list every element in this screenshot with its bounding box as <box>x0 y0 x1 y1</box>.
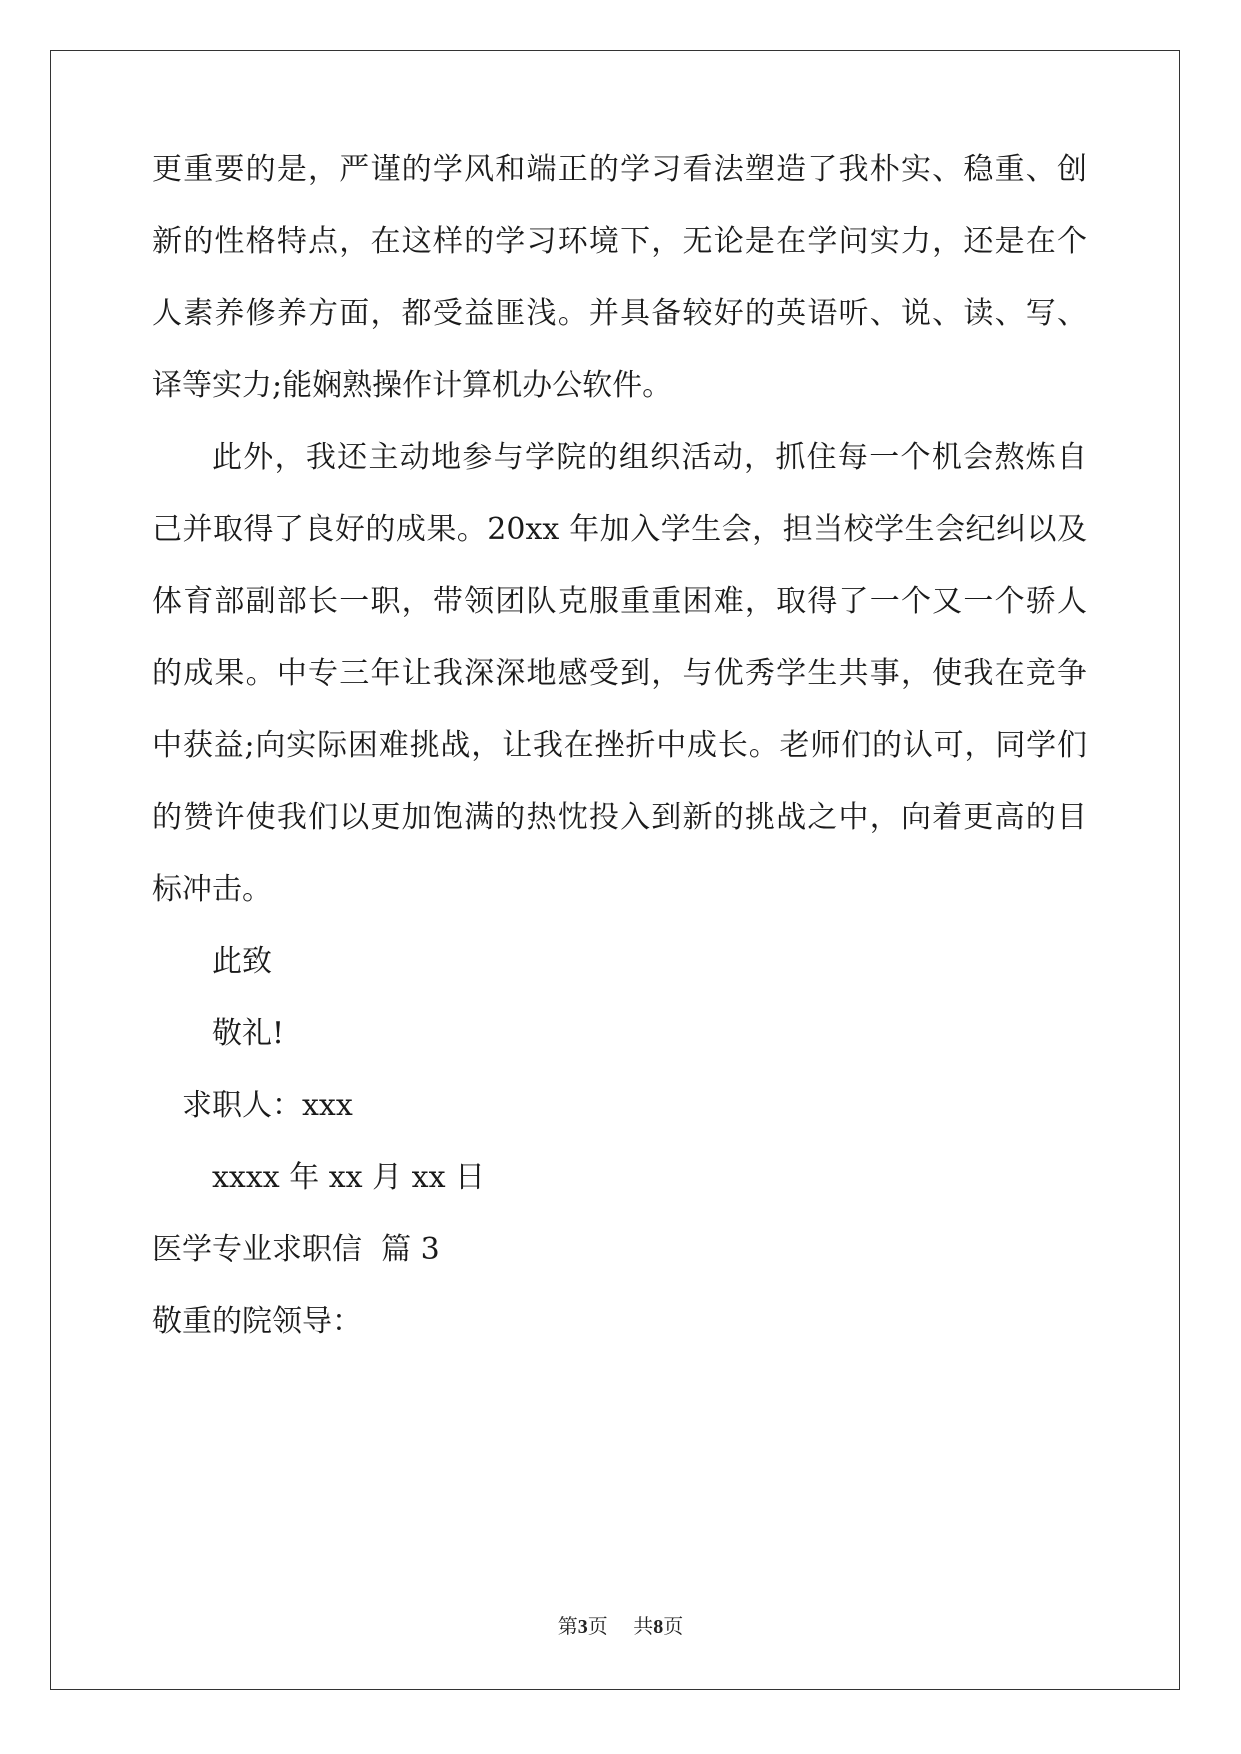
applicant-signature: 求职人：xxx <box>182 1088 353 1123</box>
section-title: 医学专业求职信 篇 3 <box>152 1232 440 1267</box>
paragraph2-line-3: 体育部副部长一职，带领团队克服重重困难，取得了一个又一个骄人 <box>152 584 1087 619</box>
footer-suffix: 页 <box>663 1614 684 1638</box>
paragraph2-line-1: 此外，我还主动地参与学院的组织活动，抓住每一个机会熬炼自 <box>212 440 1087 475</box>
paragraph1-line-3: 人素养修养方面，都受益匪浅。并具备较好的英语听、说、读、写、 <box>152 296 1087 331</box>
paragraph2-line-7: 标冲击。 <box>152 872 272 907</box>
footer-prefix: 第 <box>557 1614 578 1638</box>
paragraph1-line-2: 新的性格特点，在这样的学习环境下，无论是在学问实力，还是在个 <box>152 224 1087 259</box>
page-footer <box>0 1614 1241 1639</box>
paragraph1-line-1: 更重要的是，严谨的学风和端正的学习看法塑造了我朴实、稳重、创 <box>152 152 1087 187</box>
current-page-number: 3 <box>577 1616 588 1638</box>
closing-salutation: 此致 <box>212 944 272 979</box>
greeting: 敬重的院领导： <box>152 1304 362 1339</box>
total-pages-number: 8 <box>653 1616 664 1638</box>
paragraph2-line-6: 的赞许使我们以更加饱满的热忱投入到新的挑战之中，向着更高的目 <box>152 800 1087 835</box>
closing-regards: 敬礼! <box>212 1016 285 1051</box>
paragraph2-line-2: 己并取得了良好的成果。20xx 年加入学生会，担当校学生会纪纠以及 <box>152 512 1087 547</box>
paragraph2-line-5: 中获益;向实际困难挑战，让我在挫折中成长。老师们的认可，同学们 <box>152 728 1087 763</box>
paragraph1-line-4: 译等实力;能娴熟操作计算机办公软件。 <box>152 368 673 403</box>
footer-middle: 页 共 <box>587 1614 654 1638</box>
paragraph2-line-4: 的成果。中专三年让我深深地感受到，与优秀学生共事，使我在竞争 <box>152 656 1087 691</box>
letter-date: xxxx 年 xx 月 xx 日 <box>212 1160 486 1195</box>
